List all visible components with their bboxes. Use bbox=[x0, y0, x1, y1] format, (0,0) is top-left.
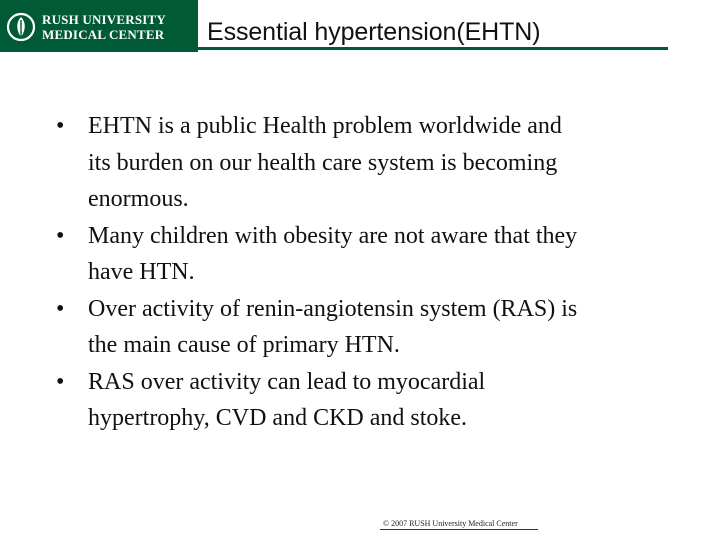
bullet-line: RAS over activity can lead to myocardial bbox=[88, 368, 486, 395]
rush-oak-leaf-logo-icon bbox=[6, 12, 36, 42]
bullet-line: EHTN is a public Health problem worldwide and bbox=[88, 113, 562, 139]
slide-title: Essential hypertension(EHTN) bbox=[207, 18, 541, 46]
bullet-marker: • bbox=[56, 113, 65, 139]
logo-text-medical-center: MEDICAL CENTER bbox=[42, 27, 165, 42]
bullet-list bbox=[56, 108, 676, 437]
footer-underline bbox=[380, 529, 538, 530]
bullet-line: Many children with obesity are not aware that they bbox=[88, 222, 578, 249]
footer-copyright: © 2007 RUSH University Medical Center bbox=[383, 519, 518, 528]
bullet-line: have HTN. bbox=[88, 259, 195, 285]
bullet-marker: • bbox=[56, 295, 65, 322]
bullet-marker: • bbox=[56, 368, 65, 395]
bullet-line: the main cause of primary HTN. bbox=[88, 332, 400, 358]
bullet-marker: • bbox=[56, 222, 65, 249]
bullet-item bbox=[56, 364, 676, 437]
bullet-item bbox=[56, 291, 676, 364]
logo-text-university: RUSH UNIVERSITY bbox=[42, 12, 166, 27]
title-underline bbox=[198, 47, 668, 50]
logo-panel bbox=[0, 0, 198, 52]
bullet-line: its burden on our health care system is becoming bbox=[88, 149, 558, 176]
bullet-line: enormous. bbox=[88, 186, 189, 212]
bullet-line: hypertrophy, CVD and CKD and stoke. bbox=[88, 405, 468, 431]
bullet-item bbox=[56, 218, 676, 291]
bullet-line: Over activity of renin-angiotensin system (RAS) is bbox=[88, 295, 578, 322]
bullet-item bbox=[56, 108, 676, 218]
